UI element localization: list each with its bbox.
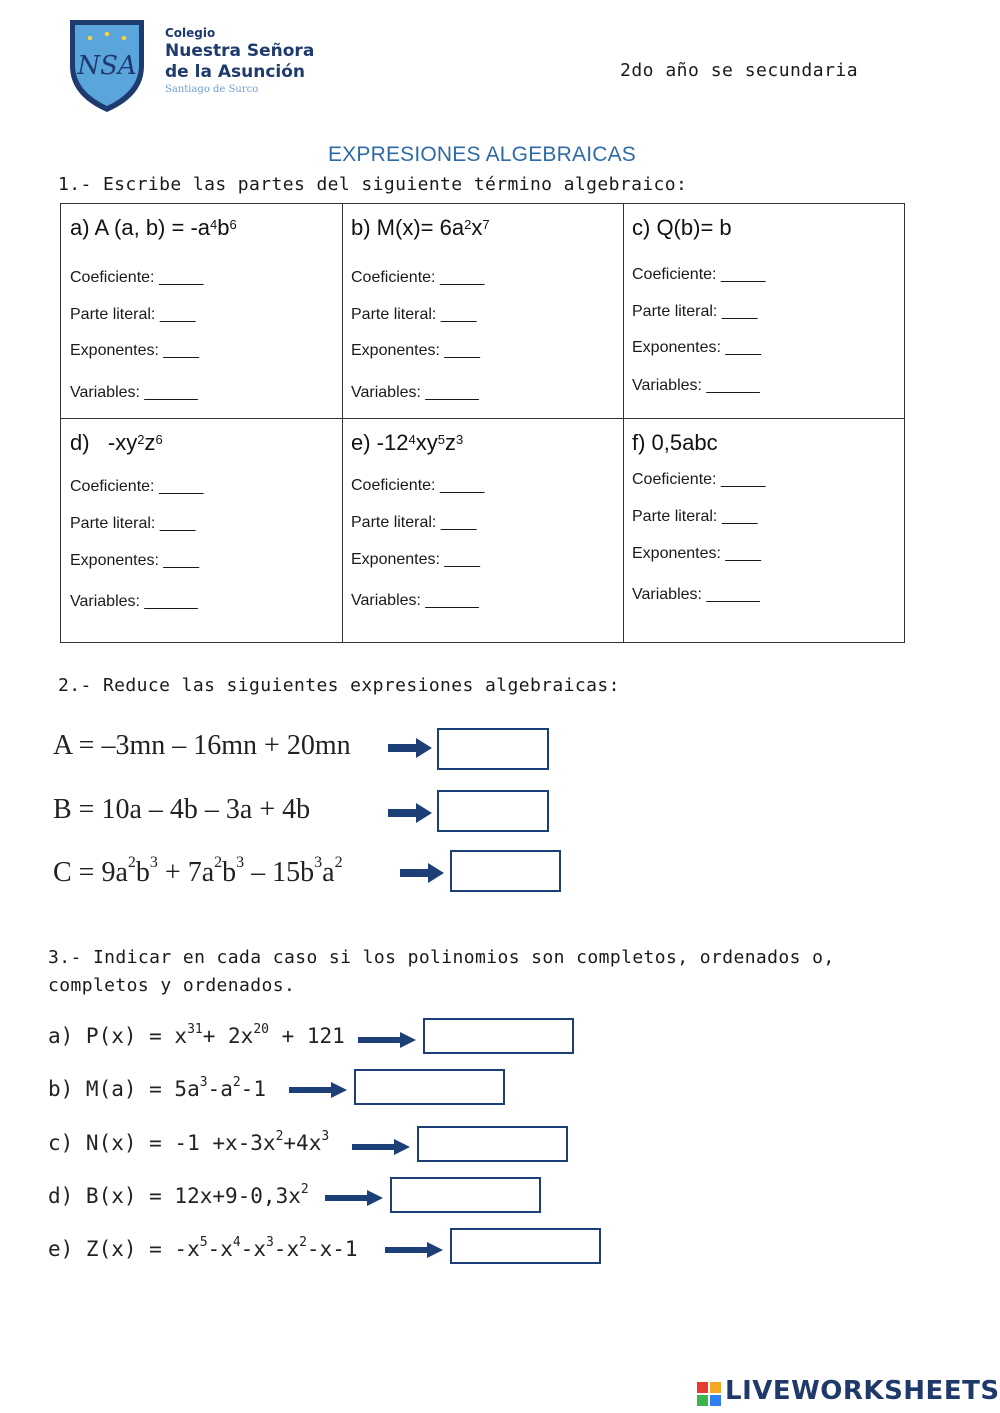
school-name xyxy=(165,26,314,97)
field-exponentes[interactable]: Exponentes: ____ xyxy=(351,551,480,568)
term-cell-b xyxy=(351,214,631,414)
liveworksheets-logo xyxy=(697,1376,1000,1410)
field-variables[interactable]: Variables: ______ xyxy=(632,377,760,394)
field-coeficiente[interactable]: Coeficiente: _____ xyxy=(632,471,766,488)
polynomial-d: d) $B(x) = 12x+9-0,3x^2$ xyxy=(48,1182,309,1208)
polynomial-a: a) $P(x) = x^{31}+ 2x^{20} + 121$ xyxy=(48,1022,345,1048)
answer-box-poly-d[interactable] xyxy=(390,1177,541,1213)
expression-b: B = 10a – 4b – 3a + 4b xyxy=(53,794,311,825)
field-variables[interactable]: Variables: ______ xyxy=(351,384,479,401)
term-expression: b) $M(x)= 6a^2x^7$ xyxy=(351,215,490,240)
field-parte-literal[interactable]: Parte literal: ____ xyxy=(70,515,196,532)
field-parte-literal[interactable]: Parte literal: ____ xyxy=(70,306,196,323)
terms-table xyxy=(60,203,905,643)
arrow-right-icon xyxy=(400,863,444,883)
term-cell-e xyxy=(351,429,631,634)
term-cell-c xyxy=(632,214,912,414)
field-variables[interactable]: Variables: ______ xyxy=(632,586,760,603)
term-expression: d) $-xy^2z^6$ xyxy=(70,430,163,455)
liveworksheets-brand: LIVEWORKSHEETS xyxy=(725,1376,1000,1406)
field-exponentes[interactable]: Exponentes: ____ xyxy=(632,545,761,562)
school-line-3: de la Asunción xyxy=(165,62,306,82)
section2-instruction: 2.- Reduce las siguientes expresiones algebraicas: xyxy=(58,675,620,696)
answer-box-poly-b[interactable] xyxy=(354,1069,505,1105)
liveworksheets-icon xyxy=(697,1382,721,1406)
answer-box-poly-c[interactable] xyxy=(417,1126,568,1162)
field-coeficiente[interactable]: Coeficiente: _____ xyxy=(70,478,204,495)
polynomial-b: b) $M(a) = 5a^3-a^2-1$ xyxy=(48,1075,266,1101)
field-coeficiente[interactable]: Coeficiente: _____ xyxy=(351,269,485,286)
section3-instruction-line1: 3.- Indicar en cada caso si los polinomios son completos, ordenados o, xyxy=(48,947,835,968)
arrow-right-icon xyxy=(358,1030,416,1050)
field-parte-literal[interactable]: Parte literal: ____ xyxy=(351,514,477,531)
answer-box-c[interactable] xyxy=(450,850,561,892)
school-logo xyxy=(66,14,148,114)
arrow-right-icon xyxy=(385,1240,443,1260)
term-expression: a) A (a, $b) = -a^4b^6$ xyxy=(70,215,237,240)
school-line-1: Colegio xyxy=(165,26,216,40)
section1-instruction: 1.- Escribe las partes del siguiente término algebraico: xyxy=(58,174,688,195)
field-parte-literal[interactable]: Parte literal: ____ xyxy=(632,303,758,320)
field-variables[interactable]: Variables: ______ xyxy=(351,592,479,609)
field-variables[interactable]: Variables: ______ xyxy=(70,593,198,610)
polynomial-e: e) $Z(x) = -x^5-x^4-x^3-x^2-x-1$ xyxy=(48,1235,358,1261)
field-parte-literal[interactable]: Parte literal: ____ xyxy=(632,508,758,525)
term-expression: f) 0,5abc xyxy=(632,430,718,455)
term-cell-d xyxy=(70,429,350,634)
arrow-right-icon xyxy=(325,1188,383,1208)
answer-box-poly-a[interactable] xyxy=(423,1018,574,1054)
arrow-right-icon xyxy=(388,803,432,823)
field-coeficiente[interactable]: Coeficiente: _____ xyxy=(632,266,766,283)
expression-c: $C = 9a^2b^3 + 7a^2b^3 - 15b^3a^2$ xyxy=(53,854,343,888)
term-expression: e) $-12^4xy^5z^3$ xyxy=(351,430,464,455)
field-exponentes[interactable]: Exponentes: ____ xyxy=(70,342,199,359)
term-cell-f xyxy=(632,429,912,634)
answer-box-poly-e[interactable] xyxy=(450,1228,601,1264)
arrow-right-icon xyxy=(289,1080,347,1100)
field-parte-literal[interactable]: Parte literal: ____ xyxy=(351,306,477,323)
field-variables[interactable]: Variables: ______ xyxy=(70,384,198,401)
section3-instruction-line2: completos y ordenados. xyxy=(48,975,296,996)
term-expression: c) Q(b)= b xyxy=(632,215,732,240)
field-exponentes[interactable]: Exponentes: ____ xyxy=(70,552,199,569)
page-title: EXPRESIONES ALGEBRAICAS xyxy=(327,143,637,166)
school-line-2: Nuestra Señora xyxy=(165,41,315,61)
polynomial-c: c) $N(x) = -1 +x-3x^2+4x^3$ xyxy=(48,1129,330,1155)
answer-box-b[interactable] xyxy=(437,790,549,832)
field-coeficiente[interactable]: Coeficiente: _____ xyxy=(351,477,485,494)
arrow-right-icon xyxy=(352,1137,410,1157)
grade-label: 2do año se secundaria xyxy=(620,60,859,81)
field-exponentes[interactable]: Exponentes: ____ xyxy=(632,339,761,356)
logo-text: NSA xyxy=(77,51,137,81)
expression-a: A = –3mn – 16mn + 20mn xyxy=(53,730,351,761)
answer-box-a[interactable] xyxy=(437,728,549,770)
arrow-right-icon xyxy=(388,738,432,758)
term-cell-a xyxy=(70,214,350,414)
field-coeficiente[interactable]: Coeficiente: _____ xyxy=(70,269,204,286)
section3-instruction xyxy=(48,944,835,1000)
field-exponentes[interactable]: Exponentes: ____ xyxy=(351,342,480,359)
school-line-4: Santiago de Surco xyxy=(165,84,259,95)
